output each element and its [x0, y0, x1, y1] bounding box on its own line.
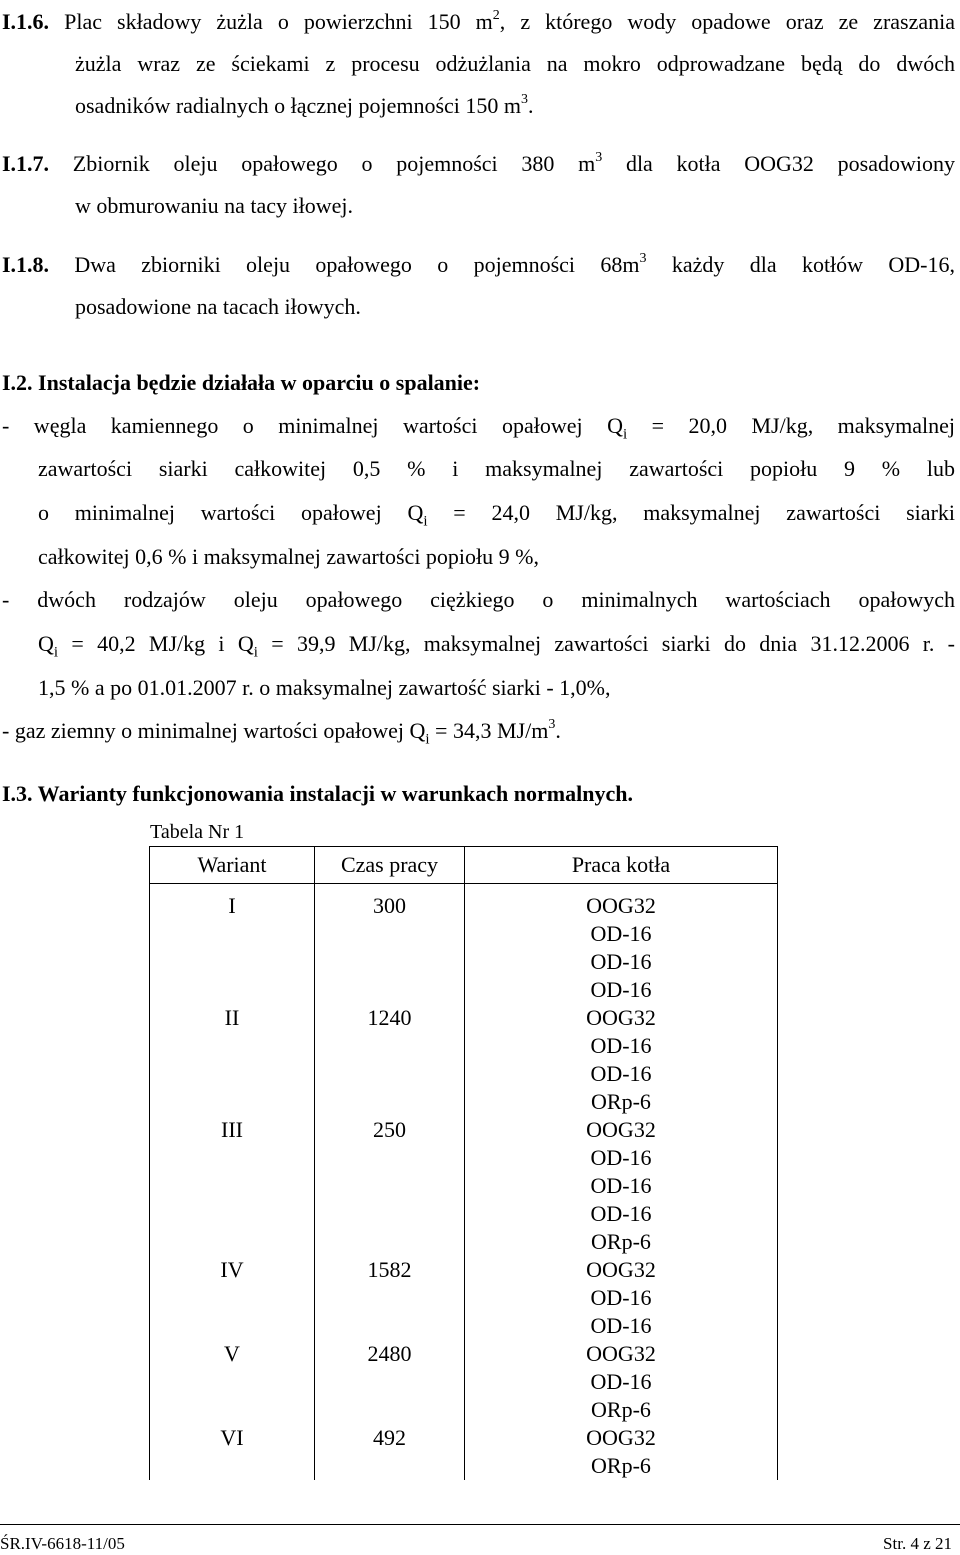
table-row: [150, 1256, 778, 1284]
table-row: [150, 1004, 778, 1032]
sec-117-text: Zbiornik oleju opałowego o pojemności 380 m: [72, 151, 596, 176]
footer-divider: [0, 1524, 960, 1525]
variants-table: [149, 846, 778, 1480]
cell-praca-kotla: OOG32: [465, 1004, 778, 1032]
cell-czas-pracy: [315, 1368, 465, 1396]
sec-116-line-1: [2, 9, 955, 35]
cell-praca-kotla: OOG32: [465, 1424, 778, 1452]
sec-12-bullet-2-line-1: - dwóch rodzajów oleju opałowego ciężkiego o minimalnych wartościach opałowych: [2, 587, 955, 612]
sec-116-line-2: żużla wraz ze ściekami z procesu odżużlania na mokro odprowadzane będą do dwóch: [75, 51, 955, 76]
cell-praca-kotla: OD-16: [465, 1368, 778, 1396]
cell-czas-pracy: [315, 920, 465, 948]
cell-wariant: [150, 948, 315, 976]
subscript: i: [53, 644, 59, 661]
bullet-text: = 34,3 MJ/m: [429, 718, 549, 743]
table-row: [150, 1060, 778, 1088]
cell-wariant: [150, 1312, 315, 1340]
bullet-text: = 40,2 MJ/kg i Q: [58, 631, 254, 656]
bullet-text: = 24,0 MJ/kg, maksymalnej zawartości siarki: [427, 500, 956, 525]
sec-12-bullet-1-line-3: [38, 500, 956, 530]
cell-praca-kotla: ORp-6: [465, 1396, 778, 1424]
sec-12-bullet-1-line-4: całkowitej 0,6 % i maksymalnej zawartości popiołu 9 %,: [38, 544, 539, 569]
cell-czas-pracy: 300: [315, 884, 465, 921]
sec-118-line-2: posadowione na tacach iłowych.: [75, 294, 361, 319]
header-wariant: Wariant: [150, 847, 315, 884]
header-praca-kotla: Praca kotła: [465, 847, 778, 884]
table-row: [150, 1228, 778, 1256]
cell-czas-pracy: [315, 1200, 465, 1228]
cell-praca-kotla: OD-16: [465, 1032, 778, 1060]
table-caption: Tabela Nr 1: [150, 821, 245, 843]
bullet-text: - gaz ziemny o minimalnej wartości opałowej Q: [2, 718, 426, 743]
sec-116-text: Plac składowy żużla o powierzchni 150 m: [64, 9, 493, 34]
sec-12-bullet-1-line-1: [2, 413, 955, 443]
table-body: [150, 884, 778, 1481]
table-row: [150, 1368, 778, 1396]
cell-wariant: II: [150, 1004, 315, 1032]
cell-czas-pracy: [315, 1452, 465, 1480]
cell-czas-pracy: [315, 1088, 465, 1116]
cell-czas-pracy: [315, 948, 465, 976]
subscript: i: [622, 426, 628, 443]
sec-116-text: osadników radialnych o łącznej pojemności 150 m: [75, 93, 521, 118]
cell-praca-kotla: OD-16: [465, 1060, 778, 1088]
subscript: i: [425, 731, 430, 748]
cell-wariant: I: [150, 884, 315, 921]
sec-116-text: , z którego wody opadowe oraz ze zraszania: [499, 9, 956, 34]
sec-118-line-1: [2, 252, 955, 278]
table-row: [150, 1144, 778, 1172]
cell-czas-pracy: [315, 1312, 465, 1340]
sec-13-heading: I.3. Warianty funkcjonowania instalacji w warunkach normalnych.: [2, 781, 633, 806]
cell-wariant: IV: [150, 1256, 315, 1284]
cell-praca-kotla: OOG32: [465, 884, 778, 921]
cell-wariant: [150, 976, 315, 1004]
bullet-text: Q: [38, 631, 54, 656]
cell-czas-pracy: [315, 976, 465, 1004]
table-header-row: [150, 847, 778, 884]
cell-wariant: [150, 1396, 315, 1424]
bullet-text: o minimalnej wartości opałowej Q: [38, 500, 424, 525]
table-row: [150, 1116, 778, 1144]
cell-praca-kotla: OD-16: [465, 976, 778, 1004]
cell-wariant: [150, 920, 315, 948]
footer-reference: ŚR.IV-6618-11/05: [0, 1534, 125, 1553]
sec-116-text: .: [528, 93, 534, 118]
subscript: i: [423, 513, 428, 530]
superscript: 2: [492, 7, 500, 23]
bullet-text: = 39,9 MJ/kg, maksymalnej zawartości siarki do dnia 31.12.2006 r. -: [257, 631, 955, 656]
cell-praca-kotla: OD-16: [465, 1144, 778, 1172]
cell-wariant: [150, 1144, 315, 1172]
subscript: i: [253, 644, 258, 661]
table-row: [150, 948, 778, 976]
cell-praca-kotla: ORp-6: [465, 1452, 778, 1480]
sec-117-line-2: w obmurowaniu na tacy iłowej.: [75, 193, 353, 218]
bullet-text: .: [555, 718, 561, 743]
sec-116-line-3: [75, 93, 534, 119]
cell-wariant: [150, 1060, 315, 1088]
cell-czas-pracy: [315, 1060, 465, 1088]
table-row: [150, 920, 778, 948]
table-row: [150, 1200, 778, 1228]
cell-czas-pracy: 1240: [315, 1004, 465, 1032]
cell-praca-kotla: OD-16: [465, 1200, 778, 1228]
sec-118-number: I.1.8.: [2, 252, 50, 277]
cell-czas-pracy: [315, 1228, 465, 1256]
cell-praca-kotla: OOG32: [465, 1116, 778, 1144]
table-row: [150, 1088, 778, 1116]
sec-12-bullet-2-line-2: [38, 631, 955, 661]
table-row: [150, 884, 778, 921]
cell-czas-pracy: [315, 1396, 465, 1424]
sec-116-number: I.1.6.: [2, 9, 50, 34]
sec-12-bullet-3: [2, 716, 561, 748]
cell-wariant: V: [150, 1340, 315, 1368]
cell-czas-pracy: [315, 1032, 465, 1060]
superscript: 3: [521, 91, 528, 107]
cell-praca-kotla: OD-16: [465, 920, 778, 948]
cell-czas-pracy: 250: [315, 1116, 465, 1144]
table-row: [150, 1172, 778, 1200]
cell-praca-kotla: OOG32: [465, 1256, 778, 1284]
table-row: [150, 976, 778, 1004]
sec-117-line-1: [2, 151, 955, 177]
table-row: [150, 1032, 778, 1060]
cell-wariant: [150, 1172, 315, 1200]
cell-wariant: [150, 1032, 315, 1060]
cell-praca-kotla: OOG32: [465, 1340, 778, 1368]
sec-12-bullet-2-line-3: 1,5 % a po 01.01.2007 r. o maksymalnej zawartość siarki - 1,0%,: [38, 675, 611, 700]
cell-wariant: [150, 1368, 315, 1396]
footer-page-number: Str. 4 z 21: [883, 1534, 952, 1553]
cell-praca-kotla: OD-16: [465, 1284, 778, 1312]
cell-czas-pracy: [315, 1284, 465, 1312]
table-row: [150, 1396, 778, 1424]
cell-wariant: III: [150, 1116, 315, 1144]
cell-praca-kotla: OD-16: [465, 948, 778, 976]
sec-118-text: Dwa zbiorniki oleju opałowego o pojemności 68m: [74, 252, 640, 277]
cell-wariant: [150, 1088, 315, 1116]
cell-wariant: [150, 1284, 315, 1312]
header-czas-pracy: Czas pracy: [315, 847, 465, 884]
table-row: [150, 1424, 778, 1452]
sec-117-number: I.1.7.: [2, 151, 50, 176]
cell-wariant: [150, 1228, 315, 1256]
bullet-text: = 20,0 MJ/kg, maksymalnej: [627, 413, 955, 438]
superscript: 3: [548, 716, 556, 732]
cell-wariant: [150, 1452, 315, 1480]
bullet-text: - węgla kamiennego o minimalnej wartości opałowej Q: [2, 413, 623, 438]
table-row: [150, 1452, 778, 1480]
cell-czas-pracy: 2480: [315, 1340, 465, 1368]
cell-praca-kotla: OD-16: [465, 1172, 778, 1200]
cell-czas-pracy: 1582: [315, 1256, 465, 1284]
cell-wariant: VI: [150, 1424, 315, 1452]
cell-czas-pracy: [315, 1144, 465, 1172]
cell-praca-kotla: ORp-6: [465, 1088, 778, 1116]
cell-praca-kotla: ORp-6: [465, 1228, 778, 1256]
table-row: [150, 1340, 778, 1368]
sec-12-heading: I.2. Instalacja będzie działała w oparciu o spalanie:: [2, 370, 481, 395]
cell-praca-kotla: OD-16: [465, 1312, 778, 1340]
superscript: 3: [639, 250, 647, 266]
sec-12-bullet-1-line-2: zawartości siarki całkowitej 0,5 % i maksymalnej zawartości popiołu 9 % lub: [38, 456, 955, 481]
sec-118-text: każdy dla kotłów OD-16,: [646, 252, 955, 277]
cell-wariant: [150, 1200, 315, 1228]
superscript: 3: [595, 149, 603, 165]
sec-117-text: dla kotła OOG32 posadowiony: [602, 151, 955, 176]
table-row: [150, 1284, 778, 1312]
cell-czas-pracy: 492: [315, 1424, 465, 1452]
table-row: [150, 1312, 778, 1340]
cell-czas-pracy: [315, 1172, 465, 1200]
